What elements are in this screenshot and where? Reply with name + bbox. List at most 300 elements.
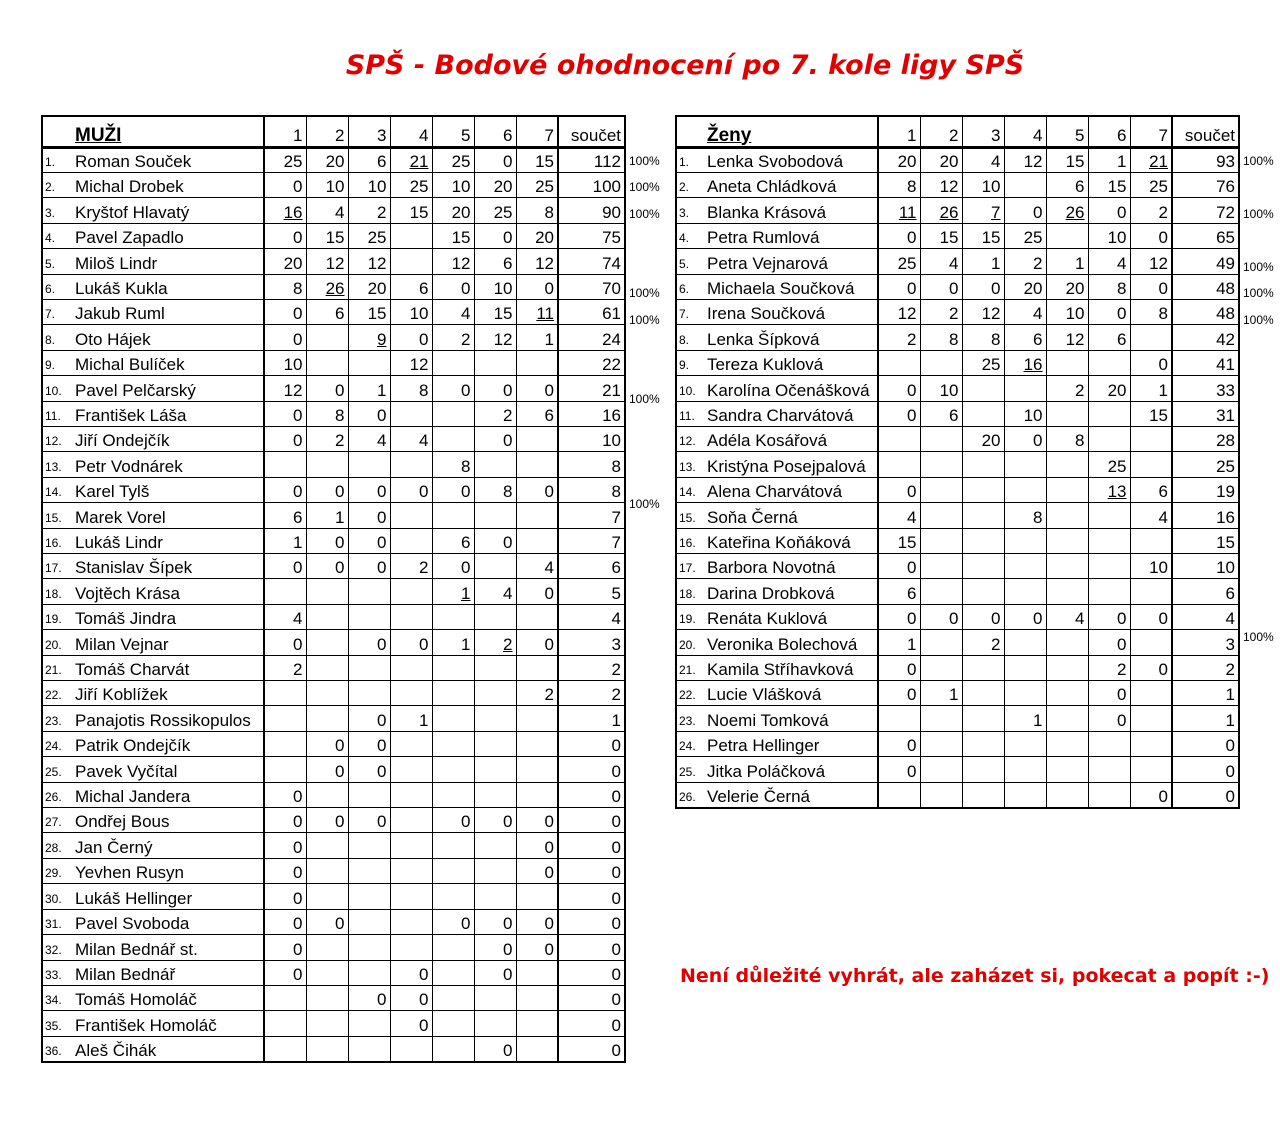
rank-header xyxy=(676,116,705,147)
total-score: 0 xyxy=(558,833,625,858)
attendance-percent: 100% xyxy=(1243,286,1274,301)
round-score: 6 xyxy=(1046,172,1088,197)
rank-cell: 23. xyxy=(42,706,73,731)
player-name: Velerie Černá xyxy=(705,782,878,807)
round-score xyxy=(390,858,432,883)
table-row xyxy=(676,630,1239,655)
round-score: 0 xyxy=(1130,223,1172,248)
rank-cell: 10. xyxy=(42,376,73,401)
women-header-row xyxy=(676,116,1239,147)
round-score: 0 xyxy=(1088,198,1130,223)
round-score xyxy=(1130,528,1172,553)
table-row xyxy=(676,604,1239,629)
table-row xyxy=(676,706,1239,731)
table-row xyxy=(676,426,1239,451)
rank-cell: 13. xyxy=(676,452,705,477)
round-score: 10 xyxy=(474,274,516,299)
round-score xyxy=(1088,757,1130,782)
player-name: Jakub Ruml xyxy=(73,299,264,324)
round-score: 0 xyxy=(920,604,962,629)
round-score: 6 xyxy=(878,579,920,604)
round-score: 15 xyxy=(516,147,558,172)
round-score: 6 xyxy=(1088,325,1130,350)
round-score: 20 xyxy=(920,147,962,172)
round-score: 6 xyxy=(920,401,962,426)
round-score: 0 xyxy=(348,401,390,426)
round-score: 2 xyxy=(390,554,432,579)
round-score xyxy=(306,985,348,1010)
round-score: 0 xyxy=(348,757,390,782)
rank-cell: 10. xyxy=(676,376,705,401)
total-score: 0 xyxy=(558,808,625,833)
player-name: Michal Jandera xyxy=(73,782,264,807)
round-score xyxy=(432,782,474,807)
round-score: 13 xyxy=(1088,477,1130,502)
attendance-percent: 100% xyxy=(1243,629,1274,644)
rank-cell: 29. xyxy=(42,858,73,883)
round-score: 0 xyxy=(878,376,920,401)
round-score: 0 xyxy=(348,985,390,1010)
total-score: 8 xyxy=(558,452,625,477)
rank-cell: 3. xyxy=(676,198,705,223)
round-score: 10 xyxy=(1046,299,1088,324)
round-score xyxy=(1046,579,1088,604)
round-score: 25 xyxy=(390,172,432,197)
total-score: 0 xyxy=(558,909,625,934)
round-score xyxy=(1046,757,1088,782)
round-score xyxy=(474,833,516,858)
round-header: 2 xyxy=(920,116,962,147)
round-score xyxy=(1046,731,1088,756)
round-score xyxy=(390,528,432,553)
round-score: 1 xyxy=(306,503,348,528)
round-score xyxy=(1004,757,1046,782)
round-score: 0 xyxy=(516,858,558,883)
table-row xyxy=(676,452,1239,477)
round-score: 4 xyxy=(516,554,558,579)
round-score: 15 xyxy=(348,299,390,324)
round-score: 2 xyxy=(264,655,306,680)
total-score: 31 xyxy=(1172,401,1239,426)
round-score xyxy=(1088,554,1130,579)
round-score xyxy=(432,706,474,731)
total-score: 0 xyxy=(558,935,625,960)
total-score: 7 xyxy=(558,503,625,528)
total-score: 72 xyxy=(1172,198,1239,223)
round-score: 11 xyxy=(516,299,558,324)
attendance-percent: 100% xyxy=(629,312,660,327)
round-score xyxy=(920,452,962,477)
table-row xyxy=(42,198,625,223)
round-score: 0 xyxy=(878,681,920,706)
total-score: 0 xyxy=(558,884,625,909)
total-score: 112 xyxy=(558,147,625,172)
rank-header xyxy=(42,116,73,147)
round-score xyxy=(920,528,962,553)
round-score xyxy=(1088,782,1130,807)
round-score: 0 xyxy=(1130,274,1172,299)
rank-cell: 30. xyxy=(42,884,73,909)
round-score: 12 xyxy=(516,249,558,274)
attendance-percent: 100% xyxy=(629,154,660,168)
round-score: 0 xyxy=(264,833,306,858)
round-score: 1 xyxy=(1046,249,1088,274)
table-row xyxy=(42,681,625,706)
rank-cell: 15. xyxy=(676,503,705,528)
round-score: 20 xyxy=(1004,274,1046,299)
table-row xyxy=(676,249,1239,274)
round-score: 0 xyxy=(390,477,432,502)
player-name: Pavel Svoboda xyxy=(73,909,264,934)
round-score xyxy=(264,1036,306,1061)
round-score: 15 xyxy=(962,223,1004,248)
round-score: 8 xyxy=(920,325,962,350)
round-score: 0 xyxy=(878,757,920,782)
table-row xyxy=(676,477,1239,502)
table-row xyxy=(676,198,1239,223)
round-score: 26 xyxy=(1046,198,1088,223)
rank-cell: 8. xyxy=(676,325,705,350)
round-score: 0 xyxy=(516,376,558,401)
round-score: 0 xyxy=(264,808,306,833)
round-score: 4 xyxy=(432,299,474,324)
player-name: Lenka Svobodová xyxy=(705,147,878,172)
round-score: 0 xyxy=(264,426,306,451)
table-row xyxy=(676,503,1239,528)
table-row xyxy=(676,299,1239,324)
round-score xyxy=(390,884,432,909)
player-name: Petr Vodnárek xyxy=(73,452,264,477)
round-score xyxy=(474,350,516,375)
player-name: Petra Vejnarová xyxy=(705,249,878,274)
round-score: 10 xyxy=(920,376,962,401)
round-score xyxy=(516,350,558,375)
player-name: Pavel Pelčarský xyxy=(73,376,264,401)
round-score: 15 xyxy=(474,299,516,324)
round-score xyxy=(1130,579,1172,604)
rank-cell: 25. xyxy=(676,757,705,782)
round-score xyxy=(474,706,516,731)
round-score: 12 xyxy=(432,249,474,274)
round-score: 0 xyxy=(348,808,390,833)
round-score xyxy=(264,1011,306,1036)
player-name: Miloš Lindr xyxy=(73,249,264,274)
round-score: 0 xyxy=(1004,198,1046,223)
round-score: 10 xyxy=(390,299,432,324)
round-score: 4 xyxy=(1004,299,1046,324)
round-score xyxy=(432,935,474,960)
round-score: 0 xyxy=(432,808,474,833)
round-score: 0 xyxy=(264,172,306,197)
round-score: 0 xyxy=(516,274,558,299)
round-score xyxy=(920,757,962,782)
total-score: 76 xyxy=(1172,172,1239,197)
round-score: 25 xyxy=(1130,172,1172,197)
round-score: 6 xyxy=(474,249,516,274)
round-score xyxy=(962,452,1004,477)
round-score xyxy=(962,554,1004,579)
table-row xyxy=(42,554,625,579)
total-score: 21 xyxy=(558,376,625,401)
player-name: Lukáš Hellinger xyxy=(73,884,264,909)
round-score: 0 xyxy=(348,706,390,731)
round-score xyxy=(348,909,390,934)
rank-cell: 18. xyxy=(42,579,73,604)
round-score: 0 xyxy=(264,960,306,985)
round-score: 0 xyxy=(264,325,306,350)
player-name: Lukáš Kukla xyxy=(73,274,264,299)
round-score: 0 xyxy=(920,274,962,299)
round-score: 25 xyxy=(878,249,920,274)
round-score: 26 xyxy=(306,274,348,299)
round-score: 12 xyxy=(1046,325,1088,350)
round-score xyxy=(1130,325,1172,350)
round-score xyxy=(432,350,474,375)
player-name: Lucie Vlášková xyxy=(705,681,878,706)
round-score xyxy=(474,884,516,909)
round-score xyxy=(516,960,558,985)
player-name: Petra Hellinger xyxy=(705,731,878,756)
round-score xyxy=(306,655,348,680)
round-header: 4 xyxy=(1004,116,1046,147)
round-score xyxy=(306,858,348,883)
rank-cell: 21. xyxy=(676,655,705,680)
round-score: 0 xyxy=(432,909,474,934)
player-name: Panajotis Rossikopulos xyxy=(73,706,264,731)
round-score xyxy=(1046,782,1088,807)
player-name: Patrik Ondejčík xyxy=(73,731,264,756)
round-score xyxy=(306,884,348,909)
sum-header: součet xyxy=(1172,116,1239,147)
round-score: 1 xyxy=(878,630,920,655)
round-score xyxy=(348,655,390,680)
round-score: 8 xyxy=(306,401,348,426)
round-score: 12 xyxy=(306,249,348,274)
round-score: 11 xyxy=(878,198,920,223)
round-score: 0 xyxy=(962,604,1004,629)
table-row xyxy=(42,350,625,375)
table-row xyxy=(42,833,625,858)
round-score: 0 xyxy=(390,985,432,1010)
round-score: 15 xyxy=(878,528,920,553)
table-row xyxy=(42,960,625,985)
round-score xyxy=(516,1011,558,1036)
rank-cell: 31. xyxy=(42,909,73,934)
round-score xyxy=(348,604,390,629)
round-score xyxy=(348,884,390,909)
round-score xyxy=(390,1036,432,1061)
rank-cell: 8. xyxy=(42,325,73,350)
player-name: Lukáš Lindr xyxy=(73,528,264,553)
table-row xyxy=(676,655,1239,680)
round-score: 1 xyxy=(1004,706,1046,731)
round-score xyxy=(264,706,306,731)
round-score: 0 xyxy=(264,782,306,807)
round-score: 8 xyxy=(516,198,558,223)
table-row xyxy=(42,274,625,299)
round-score: 4 xyxy=(1046,604,1088,629)
table-row xyxy=(42,477,625,502)
rank-cell: 26. xyxy=(42,782,73,807)
table-row xyxy=(42,884,625,909)
rank-cell: 1. xyxy=(676,147,705,172)
round-score xyxy=(962,731,1004,756)
round-score xyxy=(306,960,348,985)
round-score xyxy=(474,503,516,528)
round-score: 0 xyxy=(306,554,348,579)
round-score xyxy=(348,782,390,807)
round-score: 12 xyxy=(878,299,920,324)
round-score: 0 xyxy=(264,401,306,426)
table-row xyxy=(676,325,1239,350)
player-name: Darina Drobková xyxy=(705,579,878,604)
round-score xyxy=(264,985,306,1010)
round-score xyxy=(390,655,432,680)
round-score: 0 xyxy=(516,477,558,502)
player-name: Noemi Tomková xyxy=(705,706,878,731)
player-name: Adéla Kosářová xyxy=(705,426,878,451)
rank-cell: 34. xyxy=(42,985,73,1010)
table-row xyxy=(42,909,625,934)
rank-cell: 9. xyxy=(42,350,73,375)
round-score: 0 xyxy=(516,808,558,833)
total-score: 5 xyxy=(558,579,625,604)
round-score: 1 xyxy=(1130,376,1172,401)
round-score xyxy=(1004,579,1046,604)
round-score: 10 xyxy=(348,172,390,197)
round-header: 5 xyxy=(432,116,474,147)
round-score xyxy=(920,731,962,756)
round-score: 20 xyxy=(516,223,558,248)
attendance-percent: 100% xyxy=(1243,154,1274,168)
rank-cell: 22. xyxy=(42,681,73,706)
round-score: 0 xyxy=(306,757,348,782)
round-score xyxy=(516,985,558,1010)
round-score: 0 xyxy=(878,554,920,579)
round-score: 0 xyxy=(474,528,516,553)
round-score xyxy=(306,833,348,858)
round-score xyxy=(264,731,306,756)
round-score: 0 xyxy=(474,808,516,833)
round-score: 0 xyxy=(1088,604,1130,629)
round-score xyxy=(1088,350,1130,375)
total-score: 70 xyxy=(558,274,625,299)
round-score: 1 xyxy=(962,249,1004,274)
round-score: 4 xyxy=(1088,249,1130,274)
rank-cell: 5. xyxy=(676,249,705,274)
table-row xyxy=(676,376,1239,401)
round-score: 2 xyxy=(1130,198,1172,223)
round-score xyxy=(432,1036,474,1061)
total-score: 74 xyxy=(558,249,625,274)
round-score xyxy=(432,858,474,883)
round-score: 0 xyxy=(1088,681,1130,706)
round-score: 4 xyxy=(962,147,1004,172)
round-score: 8 xyxy=(432,452,474,477)
round-score xyxy=(348,1011,390,1036)
player-name: Kateřina Koňáková xyxy=(705,528,878,553)
player-name: Yevhen Rusyn xyxy=(73,858,264,883)
round-score: 25 xyxy=(264,147,306,172)
round-score: 15 xyxy=(920,223,962,248)
round-score xyxy=(920,477,962,502)
round-score xyxy=(474,757,516,782)
total-score: 0 xyxy=(558,858,625,883)
round-score xyxy=(878,452,920,477)
table-row xyxy=(676,528,1239,553)
round-score: 20 xyxy=(1088,376,1130,401)
player-name: Michaela Součková xyxy=(705,274,878,299)
table-row xyxy=(42,528,625,553)
total-score: 1 xyxy=(1172,681,1239,706)
total-score: 2 xyxy=(1172,655,1239,680)
total-score: 22 xyxy=(558,350,625,375)
round-score: 2 xyxy=(516,681,558,706)
round-score xyxy=(432,401,474,426)
total-score: 6 xyxy=(558,554,625,579)
round-score: 15 xyxy=(390,198,432,223)
round-score xyxy=(348,858,390,883)
round-score xyxy=(962,782,1004,807)
round-header: 4 xyxy=(390,116,432,147)
rank-cell: 17. xyxy=(42,554,73,579)
round-score: 0 xyxy=(474,909,516,934)
round-score: 25 xyxy=(1088,452,1130,477)
round-score xyxy=(516,884,558,909)
table-row xyxy=(42,808,625,833)
table-row xyxy=(676,554,1239,579)
round-score xyxy=(878,782,920,807)
section-header: Ženy xyxy=(705,116,878,147)
round-score: 0 xyxy=(432,554,474,579)
round-score xyxy=(390,604,432,629)
round-score xyxy=(962,655,1004,680)
round-score: 0 xyxy=(474,223,516,248)
total-score: 0 xyxy=(558,1011,625,1036)
player-name: Milan Bednář st. xyxy=(73,935,264,960)
table-row xyxy=(42,731,625,756)
round-score: 12 xyxy=(390,350,432,375)
total-score: 0 xyxy=(558,757,625,782)
round-score: 0 xyxy=(306,731,348,756)
round-score: 4 xyxy=(1130,503,1172,528)
round-score xyxy=(474,1011,516,1036)
player-name: Irena Součková xyxy=(705,299,878,324)
round-score xyxy=(516,782,558,807)
round-score: 0 xyxy=(264,299,306,324)
round-score: 2 xyxy=(878,325,920,350)
table-row xyxy=(42,706,625,731)
total-score: 61 xyxy=(558,299,625,324)
round-score xyxy=(432,960,474,985)
round-score xyxy=(920,554,962,579)
round-score: 0 xyxy=(432,274,474,299)
round-score: 0 xyxy=(348,528,390,553)
table-row xyxy=(676,731,1239,756)
round-score xyxy=(474,985,516,1010)
round-score xyxy=(1088,503,1130,528)
round-score xyxy=(516,452,558,477)
table-row xyxy=(676,401,1239,426)
rank-cell: 32. xyxy=(42,935,73,960)
total-score: 0 xyxy=(1172,731,1239,756)
round-score xyxy=(962,681,1004,706)
round-score xyxy=(474,782,516,807)
total-score: 19 xyxy=(1172,477,1239,502)
round-score: 8 xyxy=(264,274,306,299)
total-score: 0 xyxy=(558,1036,625,1061)
table-row xyxy=(42,401,625,426)
